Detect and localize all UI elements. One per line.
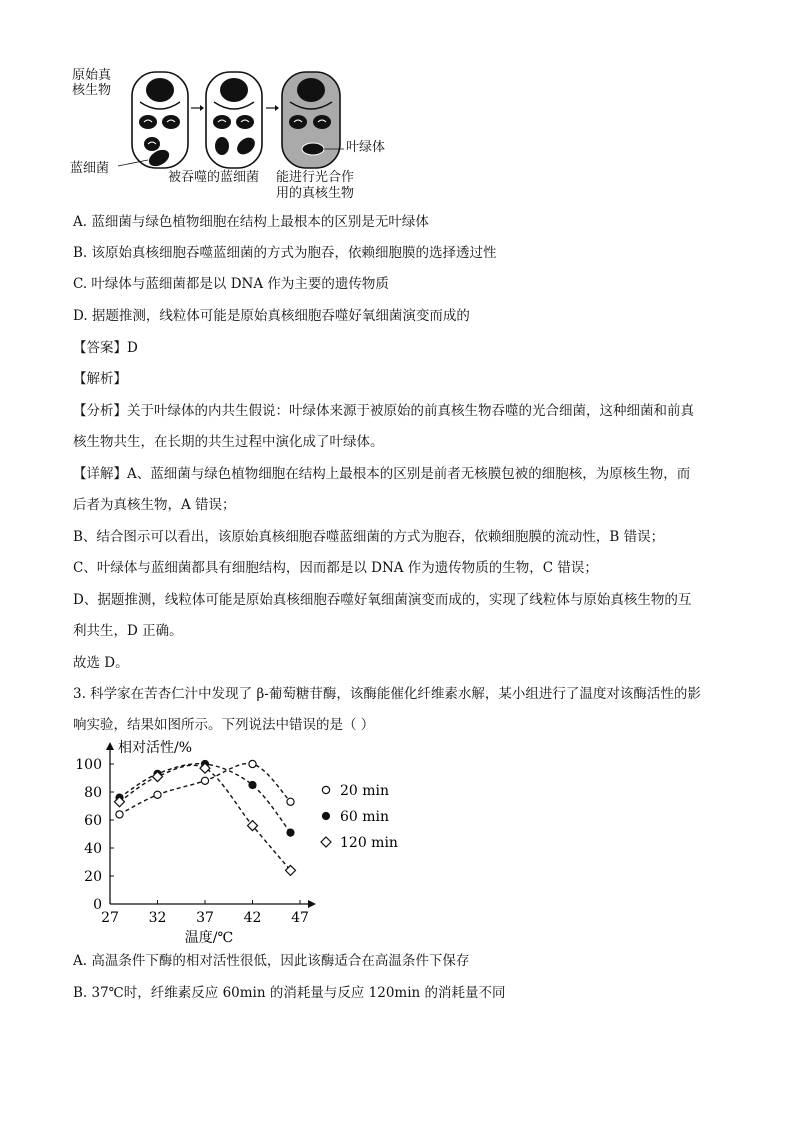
label-primitive-eukaryote-line1: 原始真 [72, 68, 112, 83]
x-tick-label: 27 [101, 910, 119, 926]
y-tick-label: 60 [84, 813, 102, 829]
data-point-60min [249, 781, 256, 788]
label-cyanobacterium: 蓝细菌 [70, 161, 110, 176]
y-tick-label: 0 [93, 897, 102, 913]
data-point-20min [154, 791, 161, 798]
legend-marker-20min [322, 786, 329, 793]
y-tick-label: 40 [84, 841, 102, 857]
analysis-xiangjie-line2: 后者为真核生物，A 错误； [73, 497, 236, 513]
q3-stem-line1: 3. 科学家在苦杏仁汁中发现了 β-葡萄糖苷酶，该酶能催化纤维素水解，某小组进行了温度对该酶活性的影 [73, 686, 701, 702]
q2-option-b: B. 该原始真核细胞吞噬蓝细菌的方式为胞吞，依赖细胞膜的选择透过性 [73, 245, 497, 261]
analysis-fenxi-line2: 核生物共生，在长期的共生过程中演化成了叶绿体。 [73, 434, 384, 450]
analysis-c: C、叶绿体与蓝细菌都具有细胞结构，因而都是以 DNA 作为遗传物质的生物，C 错误； [73, 560, 598, 576]
legend-marker-60min [322, 812, 329, 819]
analysis-fenxi-line1: 【分析】关于叶绿体的内共生假说：叶绿体来源于被原始的前真核生物吞噬的光合细菌，这种细菌和前真 [73, 403, 694, 419]
engulfing-cell [206, 72, 262, 168]
x-tick-label: 47 [291, 910, 309, 926]
analysis-conclusion: 故选 D。 [73, 655, 129, 671]
q3-stem-line2: 响实验，结果如图所示。下列说法中错误的是（ ） [73, 717, 375, 733]
q2-option-a: A. 蓝细菌与绿色植物细胞在结构上最根本的区别是无叶绿体 [73, 214, 429, 230]
legend-label-120min: 120 min [340, 835, 398, 851]
q3-option-a: A. 高温条件下酶的相对活性很低，因此该酶适合在高温条件下保存 [73, 953, 470, 969]
y-tick-label: 100 [75, 757, 102, 773]
enzyme-activity-chart-svg [70, 734, 410, 944]
analysis-xiangjie-line1: 【详解】A、蓝细菌与绿色植物细胞在结构上最根本的区别是前者无核膜包被的细胞核，为原核生物，而 [73, 466, 691, 482]
label-photosynthetic-line1: 能进行光合作 [276, 170, 355, 185]
legend-marker-120min [321, 837, 331, 847]
x-axis-arrow [308, 900, 316, 908]
data-point-60min [287, 829, 294, 836]
x-tick-label: 32 [148, 910, 167, 926]
y-axis-label: 相对活性/% [118, 740, 193, 756]
q2-option-c: C. 叶绿体与蓝细菌都是以 DNA 作为主要的遗传物质 [73, 276, 389, 292]
label-chloroplast: 叶绿体 [346, 140, 386, 155]
y-tick-label: 20 [84, 869, 102, 885]
analysis-b: B、结合图示可以看出，该原始真核细胞吞噬蓝细菌的方式为胞吞，依赖细胞膜的流动性，B 错误； [73, 529, 665, 545]
x-axis-label: 温度/℃ [184, 930, 234, 944]
legend-label-20min: 20 min [340, 783, 390, 799]
answer-line [73, 339, 754, 357]
label-photosynthetic-line2: 用的真核生物 [276, 186, 355, 201]
legend-label-60min: 60 min [340, 809, 390, 825]
analysis-d-line2: 利共生，D 正确。 [73, 623, 183, 639]
data-point-20min [116, 811, 123, 818]
answer-value: D [127, 340, 138, 356]
endosymbiosis-figure [70, 66, 400, 206]
answer-label: 【答案】 [73, 340, 127, 356]
data-point-20min [287, 798, 294, 805]
x-tick-label: 42 [243, 910, 262, 926]
enzyme-activity-chart [70, 734, 410, 944]
photosynthetic-eukaryote-cell [282, 72, 340, 168]
data-point-20min [249, 760, 256, 767]
label-engulfed-cyanobacterium: 被吞噬的蓝细菌 [168, 170, 260, 185]
q2-option-d: D. 据题推测，线粒体可能是原始真核细胞吞噬好氧细菌演变而成的 [73, 308, 470, 324]
analysis-label: 【解析】 [73, 371, 127, 387]
analysis-d-line1: D、据题推测，线粒体可能是原始真核细胞吞噬好氧细菌演变而成的，实现了线粒体与原始真核生物的互 [73, 592, 692, 608]
y-tick-label: 80 [84, 785, 102, 801]
label-primitive-eukaryote-line2: 核生物 [72, 83, 112, 98]
y-axis-arrow [106, 742, 114, 750]
q3-option-b: B. 37℃时，纤维素反应 60min 的消耗量与反应 120min 的消耗量不同 [73, 985, 506, 1001]
data-point-20min [201, 777, 208, 784]
x-tick-label: 37 [196, 910, 214, 926]
